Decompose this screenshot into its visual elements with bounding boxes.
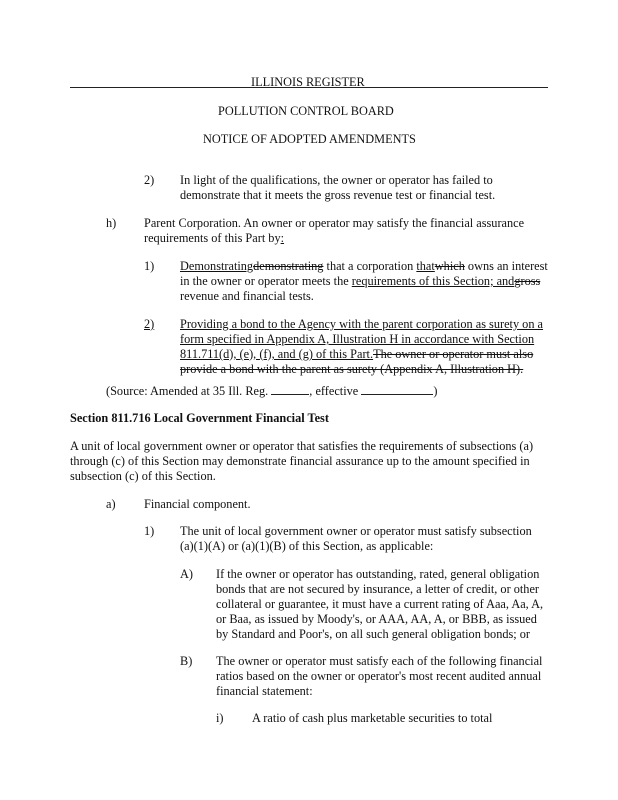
a-label: a) [106,497,116,511]
item-h-line1: Parent Corporation. An owner or operator may satisfy the financial assurance [144,216,525,230]
section-para-line1: A unit of local government owner or operator that satisfies the requirements of subsections (a) [70,439,534,453]
ai-text: A ratio of cash plus marketable securities to total [252,711,493,725]
notice-title: NOTICE OF ADOPTED AMENDMENTS [203,132,416,146]
ai-label: i) [216,711,224,725]
section-para-line2: through (c) of this Section may demonstrate financial assurance up to the amount specified in [70,454,530,468]
a1-line1: The unit of local government owner or operator must satisfy subsection [180,524,532,538]
item-h-line2: requirements of this Part by: [144,231,285,245]
aA-label: A) [180,567,193,581]
item-h-label: h) [106,216,117,230]
h2-line4: provide a bond with the parent as surety (Appendix A, Illustration H). [180,362,524,376]
section-heading: Section 811.716 Local Government Financial Test [70,411,329,425]
h2-label: 2) [144,317,155,331]
a1-label: 1) [144,524,155,538]
board-title: POLLUTION CONTROL BOARD [218,104,394,118]
item2-line1: In light of the qualifications, the owner or operator has failed to [180,173,493,187]
h2-line3: 811.711(d), (e), (f), and (g) of this Part.The owner or operator must also [180,347,534,361]
h1-line1: Demonstratingdemonstrating that a corporation thatwhich owns an interest [180,259,548,273]
h2-line1: Providing a bond to the Agency with the parent corporation as surety on a [180,317,544,331]
item2-line2: demonstrate that it meets the gross revenue test or financial test. [180,188,496,202]
h1-line3: revenue and financial tests. [180,289,314,303]
aB-line1: The owner or operator must satisfy each of the following financial [216,654,543,668]
aB-line2: ratios based on the owner or operator's most recent audited annual [216,669,542,683]
h1-line2: in the owner or operator meets the requirements of this Section; andgross [180,274,541,288]
item2-label: 2) [144,173,155,187]
register-title: ILLINOIS REGISTER [251,75,365,89]
aA-line1: If the owner or operator has outstanding, rated, general obligation [216,567,540,581]
aA-line4: or Baa, as issued by Moody's, or AAA, AA, A, or BBB, as issued [216,612,537,626]
aA-line2: bonds that are not secured by insurance, a letter of credit, or other [216,582,540,596]
h2-line2: form specified in Appendix A, Illustration H in accordance with Section [180,332,535,346]
a1-line2: (a)(1)(A) or (a)(1)(B) of this Section, as applicable: [180,539,434,553]
aA-line3: collateral or guarantee, it must have a current rating of Aaa, Aa, A, [216,597,544,611]
section-para-line3: subsection (c) of this Section. [70,469,216,483]
aA-line5: by Standard and Poor's, on all such general obligation bonds; or [216,627,531,641]
a-text: Financial component. [144,497,251,511]
aB-label: B) [180,654,193,668]
h1-label: 1) [144,259,155,273]
aB-line3: financial statement: [216,684,313,698]
source-note: (Source: Amended at 35 Ill. Reg. , effective ) [106,384,438,398]
